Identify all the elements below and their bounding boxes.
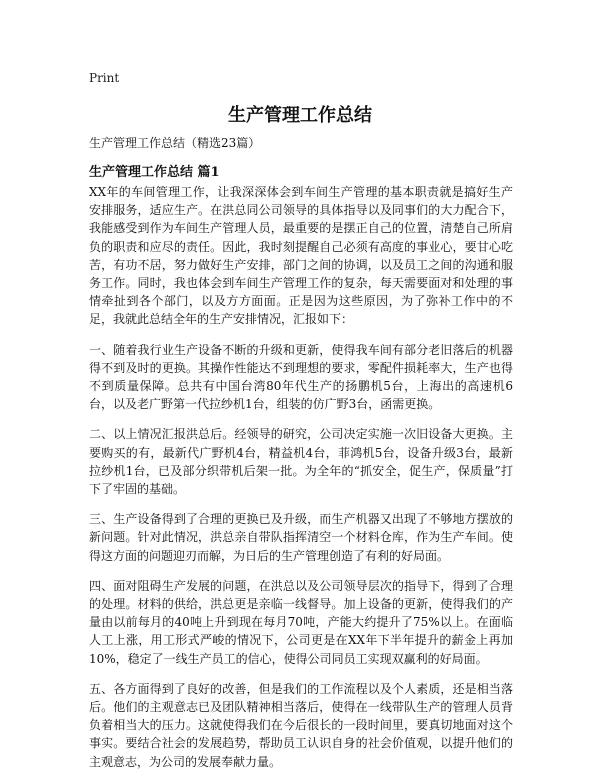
paragraph-2: 二、以上情况汇报洪总后。经领导的研究，公司决定实施一次旧设备大更换。主要购买的有，最新代广野机4台，精益机4台，菲鸿机5台，设备升级3台，最新拉纱机1台，已及部分织带机后架一批。为全年的“抓安全，促生产，保质量”打下了牢固的基础。 [89, 427, 513, 497]
section-heading: 生产管理工作总结 篇1 [89, 165, 220, 180]
paragraph-intro: XX年的车间管理工作，让我深深体会到车间生产管理的基本职责就是搞好生产安排服务，适应生产。在洪总同公司领导的具体指导以及同事们的大力配合下，我能感受到作为车间生产管理人员，最重要的是摆正自己的位置，清楚自己所肩负的职责和应尽的责任。因此，我时刻提醒自己必须有高度的事业心，要甘心吃苦，有功不居，努力做好生产安排，部门之间的协调，以及员工之间的沟通和服务工作。同时，我也体会到车间生产管理工作的复杂，每天需要面对和处理的事情牵扯到各个部门，以及方方面面。正是因为这些原因，为了弥补工作中的不足，我就此总结全年的生产安排情况，汇报如下： [89, 185, 513, 327]
article-body [89, 183, 513, 783]
paragraph-5: 五、各方面得到了良好的改善，但是我们的工作流程以及个人素质，还是相当落后。他们的主观意志已及团队精神相当落后，使得在一线带队生产的管理人员背负着相当大的压力。这就使得我们在今后很长的一段时间里，要真切地面对这个事实。要结合社会的发展趋势，帮助员工认识自身的社会价值观，以提升他们的主观意志，为公司的发展奉献力量。 [89, 681, 513, 769]
paragraph-1: 一、随着我行业生产设备不断的升级和更新，使得我车间有部分老旧落后的机器得不到及时的更换。其操作性能达不到理想的要求，零配件损耗率大，生产也得不到质量保障。总共有中国台湾80年代生产的扬鹏机5台，上海出的高速机6台，以及老广野第一代拉纱机1台，组装的仿广野3台，函需更换。 [89, 342, 513, 412]
paragraph-4: 四、面对阻碍生产发展的问题，在洪总以及公司领导层次的指导下，得到了合理的处理。材料的供给，洪总更是亲临一线督导。加上设备的更新，使得我们的产量由以前每月的40吨上升到现在每月70吨，产能大约提升了75%以上。在面临人工上涨，用工形式严峻的情况下，公司更是在XX年下半年提升的薪金上再加10%，稳定了一线生产员工的信心，使得公司同员工实现双赢利的好局面。 [89, 578, 513, 666]
paragraph-3: 三、生产设备得到了合理的更换已及升级，而生产机器又出现了不够地方摆放的新问题。针对此情况，洪总亲自带队指挥清空一个材料仓库，作为生产车间。使得这方面的问题迎刃而解，为日后的生产管理创造了有利的好局面。 [89, 512, 513, 563]
page-title: 生产管理工作总结 [228, 105, 372, 126]
print-link[interactable]: Print [89, 71, 120, 85]
document-subtitle: 生产管理工作总结（精选23篇） [89, 136, 261, 150]
